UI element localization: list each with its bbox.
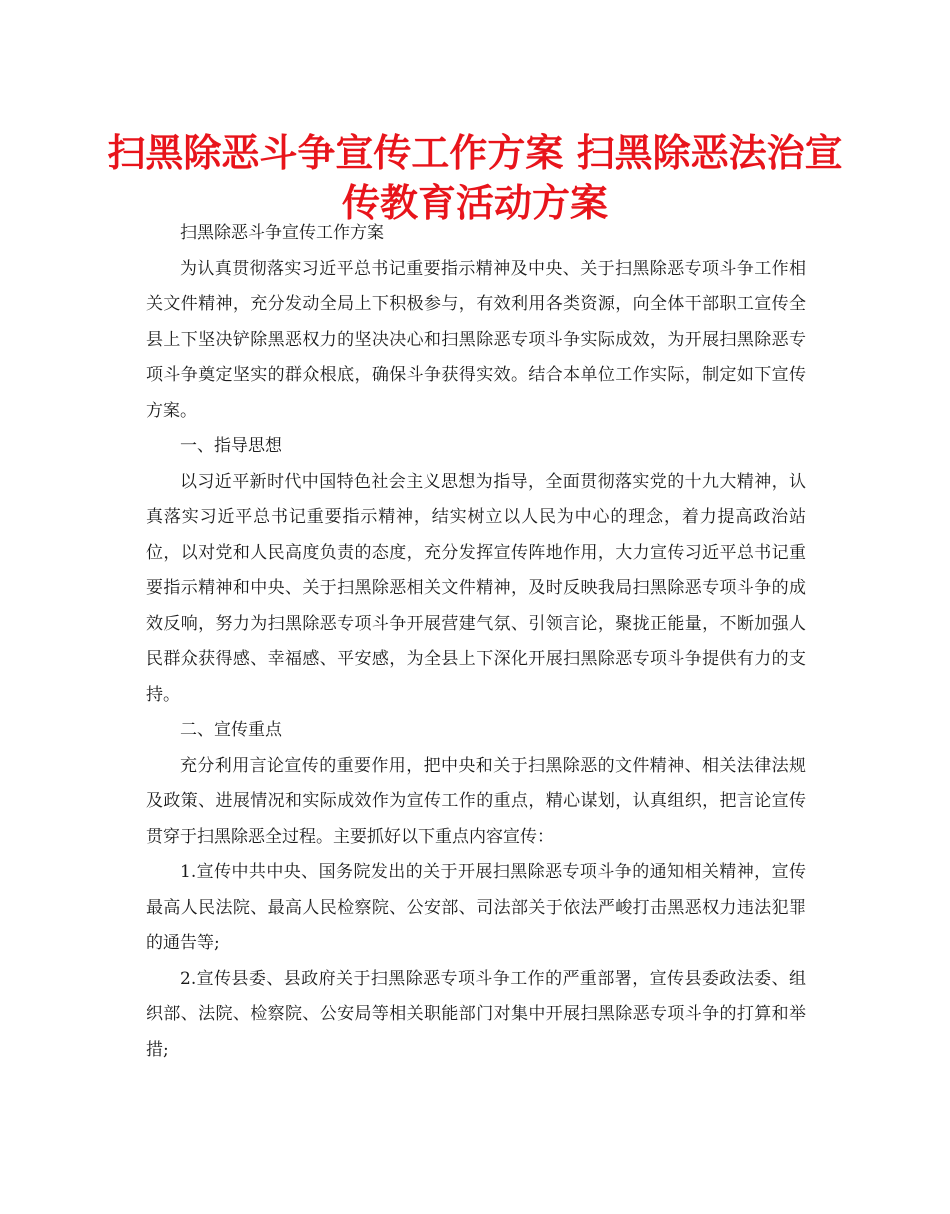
- document-title: 扫黑除恶斗争宣传工作方案 扫黑除恶法治宣传教育活动方案: [107, 131, 843, 225]
- paragraph-subtitle: 扫黑除恶斗争宣传工作方案: [180, 223, 384, 243]
- list-item-1: 1.宣传中共中央、国务院发出的关于开展扫黑除恶专项斗争的通知相关精神，宣传最高人民法院、最高人民检察院、公安部、司法部关于依法严峻打击黑恶权力违法犯罪的通告等;: [146, 862, 806, 953]
- list-item-2: 2.宣传县委、县政府关于扫黑除恶专项斗争工作的严重部署，宣传县委政法委、组织部、法院、检察院、公安局等相关职能部门对集中开展扫黑除恶专项斗争的打算和举措;: [146, 968, 806, 1060]
- paragraph-publicity-focus: 充分利用言论宣传的重要作用，把中央和关于扫黑除恶的文件精神、相关法律法规及政策、进展情况和实际成效作为宣传工作的重点，精心谋划，认真组织，把言论宣传贯穿于扫黑除恶全过程。主要抓好以下重点内容宣传：: [146, 755, 806, 847]
- paragraph-intro: 为认真贯彻落实习近平总书记重要指示精神及中央、关于扫黑除恶专项斗争工作相关文件精神，充分发动全局上下积极参与，有效利用各类资源，向全体干部职工宣传全县上下坚决铲除黑恶权力的坚决决心和扫黑除恶专项斗争实际成效，为开展扫黑除恶专项斗争奠定坚实的群众根底，确保斗争获得实效。结合本单位工作实际，制定如下宣传方案。: [146, 258, 806, 421]
- section-heading-guiding-ideology: 一、指导思想: [180, 436, 282, 456]
- section-heading-publicity-focus: 二、宣传重点: [180, 720, 282, 740]
- document-body: [146, 216, 806, 1068]
- paragraph-guiding-ideology: 以习近平新时代中国特色社会主义思想为指导，全面贯彻落实党的十九大精神，认真落实习近平总书记重要指示精神，结实树立以人民为中心的理念，着力提高政治站位，以对党和人民高度负责的态度，充分发挥宣传阵地作用，大力宣传习近平总书记重要指示精神和中央、关于扫黑除恶相关文件精神，及时反映我局扫黑除恶专项斗争的成效反响，努力为扫黑除恶专项斗争开展营建气氛、引领言论，聚拢正能量，不断加强人民群众获得感、幸福感、平安感，为全县上下深化开展扫黑除恶专项斗争提供有力的支持。: [146, 471, 806, 705]
